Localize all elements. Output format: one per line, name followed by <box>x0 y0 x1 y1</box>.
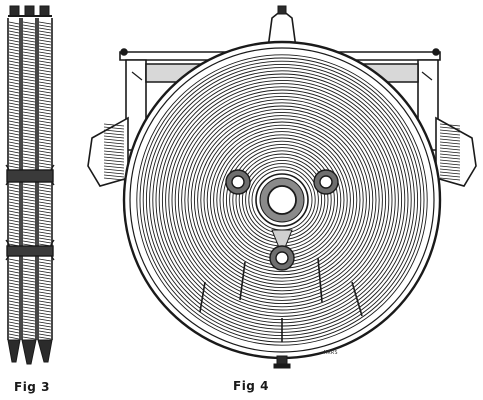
fig3-caption: Fig 3 <box>14 380 50 394</box>
fig4-plate <box>88 6 476 368</box>
fig3-top-handles <box>8 6 52 16</box>
fig4-right-handle <box>436 118 476 186</box>
fig4-center-port <box>256 174 308 226</box>
fig3-bottom-feet <box>8 340 52 364</box>
fig4-left-handle <box>88 118 128 186</box>
fig4-upper-left-boss <box>226 170 250 194</box>
fig4-caption: Fig 4 <box>233 379 269 393</box>
fig3-plate-pack <box>6 6 54 364</box>
fig4-upper-right-boss <box>314 170 338 194</box>
engraver-signature: MRRS <box>324 350 339 356</box>
